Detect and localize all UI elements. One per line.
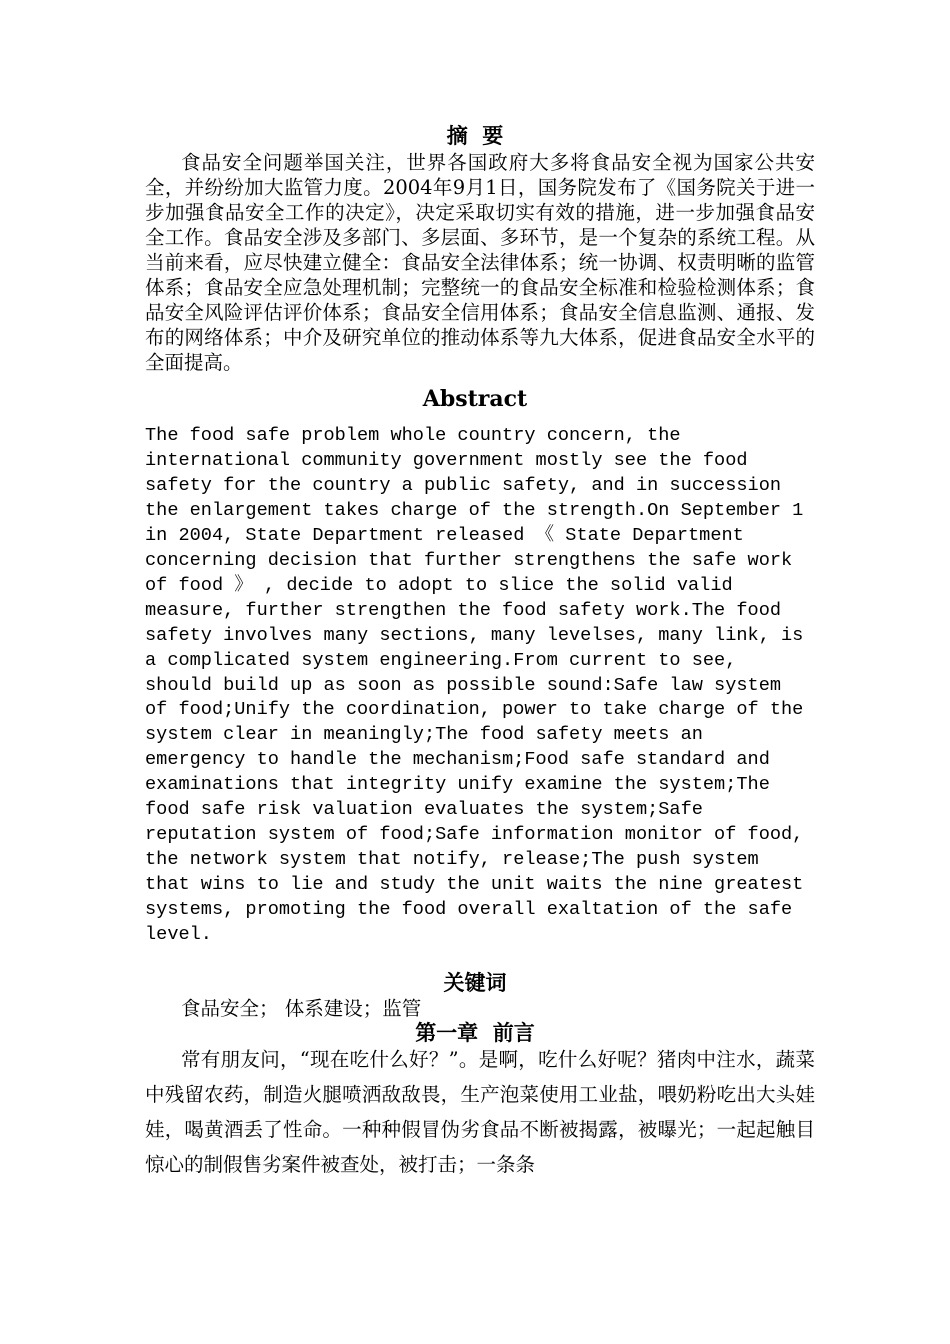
keywords-title: 关键词: [443, 970, 507, 995]
keywords-section: [145, 996, 815, 1021]
abstract-en-title: Abstract: [422, 386, 528, 412]
chapter1-title: 第一章 前言: [415, 1020, 535, 1045]
chapter1-section: [145, 1042, 815, 1182]
abstract-cn-section: [145, 150, 815, 375]
abstract-en-section: [145, 424, 815, 948]
abstract-cn-title: 摘 要: [446, 123, 504, 148]
abstract-cn-body: 食品安全问题举国关注，世界各国政府大多将食品安全视为国家公共安全，并纷纷加大监管力度。2004年9月1日，国务院发布了《国务院关于进一步加强食品安全工作的决定》，决定采取切实有效的措施，进一步加强食品安全工作。食品安全涉及多部门、多层面、多环节，是一个复杂的系统工程。从当前来看，应尽快建立健全：食品安全法律体系；统一协调、权责明晰的监管体系；食品安全应急处理机制；完整统一的食品安全标准和检验检测体系；食品安全风险评估评价体系；食品安全信用体系；食品安全信息监测、通报、发布的网络体系；中介及研究单位的推动体系等九大体系，促进食品安全水平的全面提高。: [145, 151, 815, 374]
abstract-en-body: The food safe problem whole country concern, the international community government mostly see the food safety for the country a public safety, and in succession the enlargement takes charge of the strength.On September 1 in 2004, State Department released 《 State Department concerning decision that further strengthens the safe work of food 》 , decide to adopt to slice the solid valid measure, further strengthen the food safety work.The food safety involves many sections, many levelses, many link, is a complicated system engineering.From current to see, should build up as soon as possible sound:Safe law system of food;Unify the coordination, power to take charge of the system clear in meaningly;The food safety meets an emergency to handle the mechanism;Food safe standard and examinations that integrity unify examine the system;The food safe risk valuation evaluates the system;Safe reputation system of food;Safe information monitor of food, the network system that notify, release;The push system that wins to lie and study the unit waits the nine greatest systems, promoting the food overall exaltation of the safe level.: [145, 425, 804, 946]
keywords-body: 食品安全； 体系建设；监管: [181, 997, 422, 1020]
chapter1-body: 常有朋友问，“现在吃什么好？”。是啊，吃什么好呢？猪肉中注水，蔬菜中残留农药，制造火腿喷洒敌敌畏，生产泡菜使用工业盐，喂奶粉吃出大头娃娃，喝黄酒丢了性命。一种种假冒伪劣食品不断被揭露，被曝光；一起起触目惊心的制假售劣案件被查处，被打击；一条条: [145, 1048, 815, 1176]
